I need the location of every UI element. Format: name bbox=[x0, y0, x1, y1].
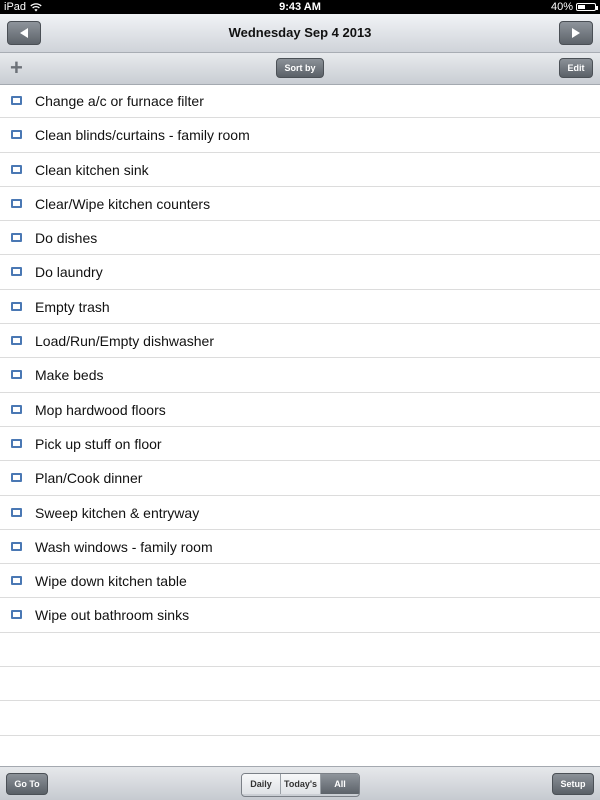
task-label: Make beds bbox=[35, 367, 104, 384]
task-row[interactable] bbox=[0, 153, 600, 187]
view-segmented-control bbox=[241, 773, 360, 797]
task-row[interactable] bbox=[0, 255, 600, 289]
checkbox-icon[interactable] bbox=[11, 336, 22, 345]
checkbox-icon[interactable] bbox=[11, 370, 22, 379]
task-row[interactable] bbox=[0, 496, 600, 530]
checkbox-icon[interactable] bbox=[11, 96, 22, 105]
empty-row bbox=[0, 701, 600, 735]
task-row[interactable] bbox=[0, 187, 600, 221]
task-row[interactable] bbox=[0, 393, 600, 427]
page-title: Wednesday Sep 4 2013 bbox=[228, 25, 372, 40]
battery-icon bbox=[576, 3, 596, 11]
task-row[interactable] bbox=[0, 598, 600, 632]
bottom-bar bbox=[0, 766, 600, 800]
checkbox-icon[interactable] bbox=[11, 233, 22, 242]
empty-row bbox=[0, 736, 600, 770]
task-row[interactable] bbox=[0, 290, 600, 324]
task-label: Wipe down kitchen table bbox=[35, 573, 187, 590]
task-row[interactable] bbox=[0, 530, 600, 564]
task-row[interactable] bbox=[0, 221, 600, 255]
task-label: Mop hardwood floors bbox=[35, 401, 166, 418]
task-label: Load/Run/Empty dishwasher bbox=[35, 333, 214, 350]
status-right bbox=[551, 0, 596, 14]
task-label: Sweep kitchen & entryway bbox=[35, 504, 200, 521]
checkbox-icon[interactable] bbox=[11, 473, 22, 482]
toolbar bbox=[0, 53, 600, 85]
checkbox-icon[interactable] bbox=[11, 267, 22, 276]
task-label: Clean kitchen sink bbox=[35, 161, 149, 178]
empty-row bbox=[0, 667, 600, 701]
checkbox-icon[interactable] bbox=[11, 576, 22, 585]
status-time: 9:43 AM bbox=[279, 1, 321, 13]
checkbox-icon[interactable] bbox=[11, 610, 22, 619]
task-row[interactable] bbox=[0, 358, 600, 392]
next-day-button[interactable] bbox=[559, 21, 593, 45]
checkbox-icon[interactable] bbox=[11, 302, 22, 311]
checkbox-icon[interactable] bbox=[11, 542, 22, 551]
task-label: Wash windows - family room bbox=[35, 538, 213, 555]
task-row[interactable] bbox=[0, 461, 600, 495]
task-list bbox=[0, 84, 600, 770]
segment-daily[interactable]: Daily bbox=[242, 774, 281, 794]
edit-button[interactable]: Edit bbox=[559, 58, 593, 78]
task-label: Do laundry bbox=[35, 264, 103, 281]
task-label: Clean blinds/curtains - family room bbox=[35, 127, 250, 144]
sort-by-button[interactable]: Sort by bbox=[276, 58, 324, 78]
empty-row bbox=[0, 633, 600, 667]
right-arrow-icon bbox=[570, 27, 582, 39]
segment-todays[interactable]: Today's bbox=[281, 774, 321, 794]
segment-all[interactable]: All bbox=[321, 774, 359, 794]
task-row[interactable] bbox=[0, 324, 600, 358]
task-row[interactable] bbox=[0, 118, 600, 152]
checkbox-icon[interactable] bbox=[11, 508, 22, 517]
setup-button[interactable]: Setup bbox=[552, 773, 594, 795]
task-label: Change a/c or furnace filter bbox=[35, 93, 204, 109]
checkbox-icon[interactable] bbox=[11, 405, 22, 414]
status-bar bbox=[0, 0, 600, 14]
checkbox-icon[interactable] bbox=[11, 199, 22, 208]
task-row[interactable] bbox=[0, 564, 600, 598]
task-label: Clear/Wipe kitchen counters bbox=[35, 195, 211, 212]
checkbox-icon[interactable] bbox=[11, 130, 22, 139]
task-row[interactable] bbox=[0, 84, 600, 118]
task-label: Wipe out bathroom sinks bbox=[35, 607, 190, 624]
go-to-button[interactable]: Go To bbox=[6, 773, 48, 795]
title-bar bbox=[0, 14, 600, 53]
task-label: Plan/Cook dinner bbox=[35, 470, 143, 487]
checkbox-icon[interactable] bbox=[11, 165, 22, 174]
device-name: iPad bbox=[4, 1, 27, 13]
add-task-button[interactable]: + bbox=[10, 55, 23, 80]
task-row[interactable] bbox=[0, 427, 600, 461]
task-label: Do dishes bbox=[35, 230, 98, 247]
task-label: Pick up stuff on floor bbox=[35, 435, 162, 452]
battery-percent: 40% bbox=[550, 1, 573, 13]
task-label: Empty trash bbox=[35, 298, 110, 315]
checkbox-icon[interactable] bbox=[11, 439, 22, 448]
